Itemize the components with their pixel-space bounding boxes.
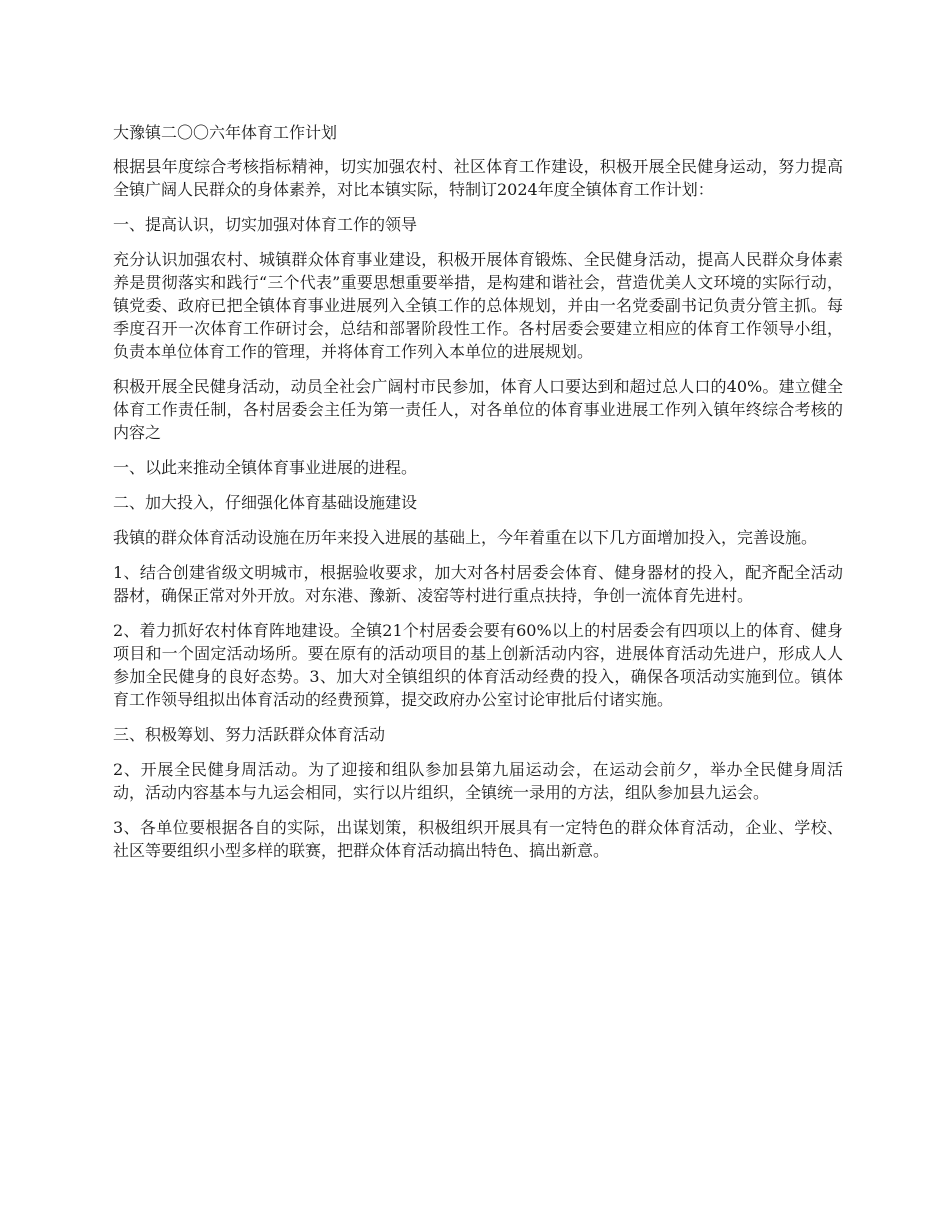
body-paragraph: 一、以此来推动全镇体育事业进展的进程。 (113, 458, 418, 477)
body-paragraph: 3、各单位要根据各自的实际，出谋划策，积极组织开展具有一定特色的群众体育活动，企业、学校、社区等要组织小型多样的联赛，把群众体育活动搞出特色、搞出新意。 (113, 818, 843, 860)
document-title: 大豫镇二〇〇六年体育工作计划 (113, 123, 338, 142)
body-paragraph: 1、结合创建省级文明城市，根据验收要求，加大对各村居委会体育、健身器材的投入，配齐配全活动器材，确保正常对外开放。对东港、豫新、凌窑等村进行重点扶持，争创一流体育先进村。 (113, 563, 843, 605)
body-paragraph: 我镇的群众体育活动设施在历年来投入进展的基础上，今年着重在以下几方面增加投入，完善设施。 (113, 528, 818, 547)
body-paragraph: 2、开展全民健身周活动。为了迎接和组队参加县第九届运动会，在运动会前夕，举办全民健身周活动，活动内容基本与九运会相同，实行以片组织，全镇统一录用的方法，组队参加县九运会。 (113, 760, 843, 802)
body-paragraph: 2、着力抓好农村体育阵地建设。全镇21个村居委会要有60%以上的村居委会有四项以上的体育、健身项目和一个固定活动场所。要在原有的活动项目的基上创新活动内容，进展体育活动先进户，形成人人参加全民健身的良好态势。3、加大对全镇组织的体育活动经费的投入，确保各项活动实施到位。镇体育工作领导组拟出体育活动的经费预算，提交政府办公室讨论审批后付诸实施。 (113, 621, 843, 709)
section-heading: 一、提高认识，切实加强对体育工作的领导 (113, 215, 418, 234)
intro-paragraph: 根据县年度综合考核指标精神，切实加强农村、社区体育工作建设，积极开展全民健身运动，努力提高全镇广阔人民群众的身体素养，对比本镇实际，特制订2024年度全镇体育工作计划： (113, 157, 843, 199)
body-paragraph: 充分认识加强农村、城镇群众体育事业建设，积极开展体育锻炼、全民健身活动，提高人民群众身体素养是贯彻落实和践行“三个代表”重要思想重要举措，是构建和谐社会，营造优美人文环境的实际行动，镇党委、政府已把全镇体育事业进展列入全镇工作的总体规划，并由一名党委副书记负责分管主抓。每季度召开一次体育工作研讨会，总结和部署阶段性工作。各村居委会要建立相应的体育工作领导小组，负责本单位体育工作的管理，并将体育工作列入本单位的进展规划。 (113, 250, 843, 361)
body-paragraph: 积极开展全民健身活动，动员全社会广阔村市民参加，体育人口要达到和超过总人口的40%。建立健全体育工作责任制，各村居委会主任为第一责任人，对各单位的体育事业进展工作列入镇年终综合考核的内容之 (113, 377, 843, 442)
section-heading: 三、积极筹划、努力活跃群众体育活动 (113, 725, 386, 744)
section-heading: 二、加大投入，仔细强化体育基础设施建设 (113, 493, 418, 512)
document-page (113, 121, 843, 874)
